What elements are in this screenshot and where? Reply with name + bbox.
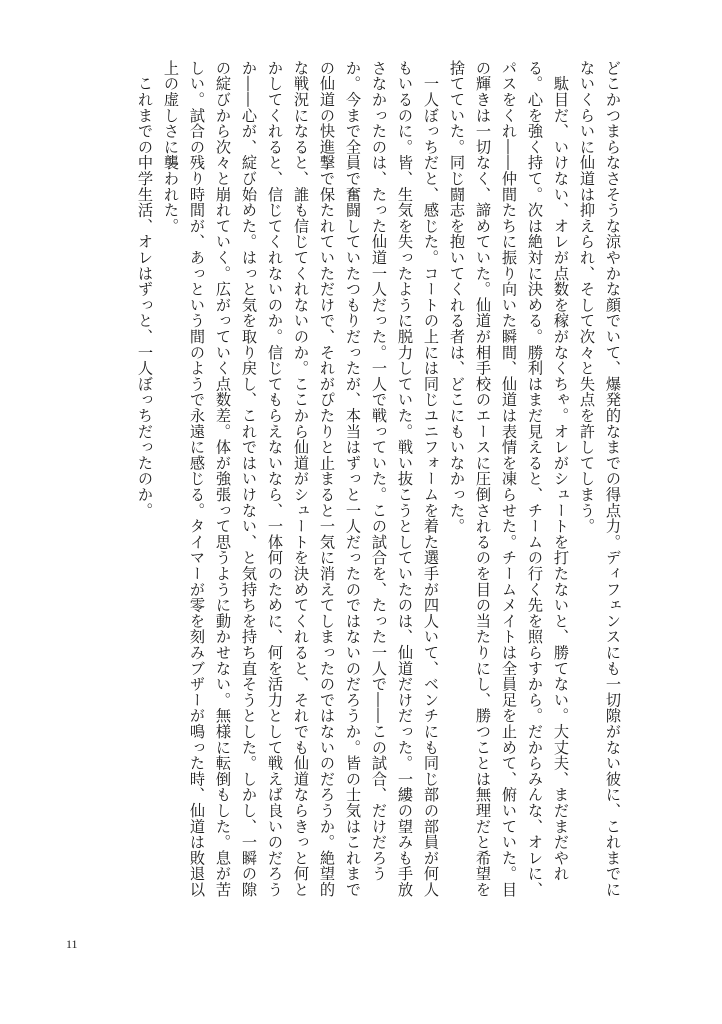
paragraph-4: これまでの中学生活、オレはずっと、一人ぼっちだったのか。 xyxy=(136,60,154,519)
paragraph-2: 駄目だ、いけない、オレが点数を稼がなくちゃ。オレがシュートを打たないと、勝てない。大丈夫、まだまだやれる。心を強く持て。次は絶対に決める。勝利はまだ見えると、チームの行く先を照らすから。だからみんな、オレに、パスをくれ――仲間たちに振り向いた瞬間、仙道は表情を凍らせた。チームメイトは全員足を止めて、俯いていた。目の輝きは一切なく、諦めていた。仙道が相手校のエースに圧倒されるのを目の当たりにし、勝つことは無理だと希望を捨てていた。同じ闘志を抱いてくれる者は、どこにもいなかった。 xyxy=(448,60,570,898)
paragraph-1: どこかつまらなさそうな涼やかな顔でいて、爆発的なまでの得点力。ディフェンスにも一切隙がない彼に、これまでにないくらいに仙道は抑えられ、そして次々と失点を許してしまう。 xyxy=(578,60,622,898)
vertical-text-body xyxy=(86,60,626,912)
paragraph-3: 一人ぼっちだと、感じた。コートの上には同じユニフォームを着た選手が四人いて、ベンチにも同じ部の部員が何人もいるのに。皆、生気を失ったように脱力していた。戦い抜こうとしていたのは、仙道だけだった。一縷の望みも手放さなかったのは、たった仙道一人だった。一人で戦っていた。この試合を、たった一人で――この試合、だけだろうか。今まで全員で奮闘していたつもりだったが、本当はずっと一人だったのではないのだろうか。皆の士気はこれまでの仙道の快進撃で保たれていただけで、それがぴたりと止まると一気に消えてしまったのではないのだろうか。絶望的な戦況になると、誰も信じてくれないのか。ここから仙道がシュートを決めてくれると、それでも仙道ならきっと何とかしてくれると、信じてくれないのか。信じてもらえないなら、一体何のために、何を活力として戦えば良いのだろうか――心が、綻び始めた。はっと気を取り戻し、これではいけない、と気持ちを持ち直そうとした。しかし、一瞬の隙の綻びから次々と崩れていく。広がっていく点数差。体が強張って思うように動かせない。無様に転倒もした。息が苦しい。試合の残り時間が、あっという間のようで永遠に感じる。タイマーが零を刻みブザーが鳴った時、仙道は敗退以上の虚しさに襲われた。 xyxy=(162,60,440,898)
page-number: 11 xyxy=(66,937,78,951)
